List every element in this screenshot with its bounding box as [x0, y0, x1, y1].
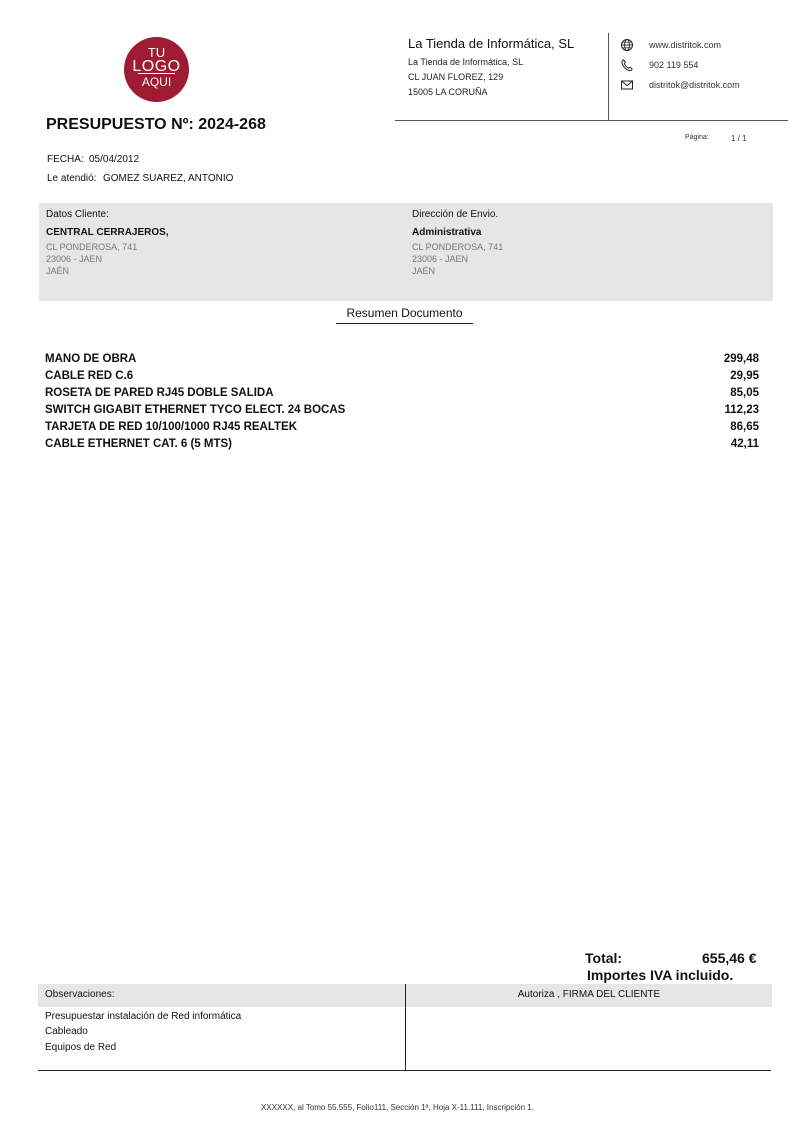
item-amount: 112,23: [724, 404, 759, 416]
shipping-postal: 23006 - JAEN: [412, 254, 469, 264]
page-number: 1 / 1: [731, 134, 747, 143]
signature-header: [406, 984, 772, 1007]
logo-text-line1: TU: [147, 45, 166, 60]
company-logo: [124, 37, 189, 102]
item-amount: 299,48: [723, 353, 759, 365]
client-address: CL PONDEROSA, 741: [46, 242, 138, 252]
header-divider-horizontal: [395, 120, 788, 121]
logo-underline: [138, 73, 175, 74]
client-heading: Datos Cliente:: [46, 209, 109, 220]
attended-by-value: GOMEZ SUAREZ, ANTONIO: [103, 173, 234, 184]
item-description: MANO DE OBRA: [45, 353, 137, 365]
item-amount: 85,05: [730, 387, 759, 399]
attended-by-label: Le atendió:: [47, 173, 97, 184]
observation-line: Equipos de Red: [45, 1042, 117, 1053]
shipping-heading: Dirección de Envio.: [412, 209, 499, 220]
logo-text-line2: LOGO: [132, 58, 181, 75]
observations-heading: Observaciones:: [45, 989, 115, 1000]
company-address: CL JUAN FLOREZ, 129: [408, 72, 504, 82]
item-description: TARJETA DE RED 10/100/1000 RJ45 REALTEK: [45, 421, 298, 433]
total-value: 655,46 €: [702, 950, 757, 966]
client-info-band: [39, 203, 773, 301]
globe-icon: [620, 38, 634, 52]
shipping-address: CL PONDEROSA, 741: [412, 242, 504, 252]
observations-bottom-rule: [38, 1070, 771, 1071]
header-divider-vertical: [608, 33, 609, 120]
signature-heading: Autoriza , FIRMA DEL CLIENTE: [517, 989, 661, 1000]
contact-email[interactable]: distritok@distritok.com: [649, 80, 740, 90]
registry-footer: XXXXXX, al Tomo 55.555, Folio111, Sección 1ª, Hoja X-11.111, Inscripción 1.: [261, 1103, 534, 1112]
company-name: La Tienda de Informática, SL: [408, 36, 575, 51]
item-description: CABLE RED C.6: [45, 370, 134, 382]
date-value: 05/04/2012: [89, 154, 140, 165]
company-legal-name: La Tienda de Informática, SL: [408, 57, 524, 67]
observations-divider: [405, 984, 406, 1070]
mail-icon: [620, 78, 634, 92]
total-label: Total:: [585, 950, 623, 966]
shipping-name: Administrativa: [412, 227, 482, 238]
company-city: 15005 LA CORUÑA: [408, 87, 488, 97]
observations-header: [38, 984, 405, 1007]
vat-included-note: Importes IVA incluido.: [587, 967, 734, 983]
item-description: ROSETA DE PARED RJ45 DOBLE SALIDA: [45, 387, 274, 399]
client-province: JAÉN: [46, 266, 70, 276]
date-label: FECHA:: [47, 154, 84, 165]
page-label: Página:: [685, 134, 709, 141]
client-name: CENTRAL CERRAJEROS,: [46, 227, 169, 238]
item-description: CABLE ETHERNET CAT. 6 (5 MTS): [45, 438, 232, 450]
contact-web[interactable]: www.distritok.com: [649, 40, 722, 50]
item-description: SWITCH GIGABIT ETHERNET TYCO ELECT. 24 BOCAS: [45, 404, 346, 416]
shipping-province: JAÉN: [412, 266, 436, 276]
item-amount: 42,11: [730, 438, 759, 450]
logo-text-line3: AQUI: [141, 75, 172, 89]
summary-title: Resumen Documento: [336, 306, 473, 324]
phone-icon: [620, 58, 634, 72]
contact-phone: 902 119 554: [649, 60, 699, 70]
item-amount: 29,95: [730, 370, 759, 382]
document-title: PRESUPUESTO Nº: 2024-268: [46, 116, 266, 133]
client-postal: 23006 - JAEN: [46, 254, 103, 264]
observation-line: Cableado: [45, 1026, 88, 1037]
observation-line: Presupuestar instalación de Red informática: [45, 1011, 242, 1022]
item-amount: 86,65: [730, 421, 759, 433]
